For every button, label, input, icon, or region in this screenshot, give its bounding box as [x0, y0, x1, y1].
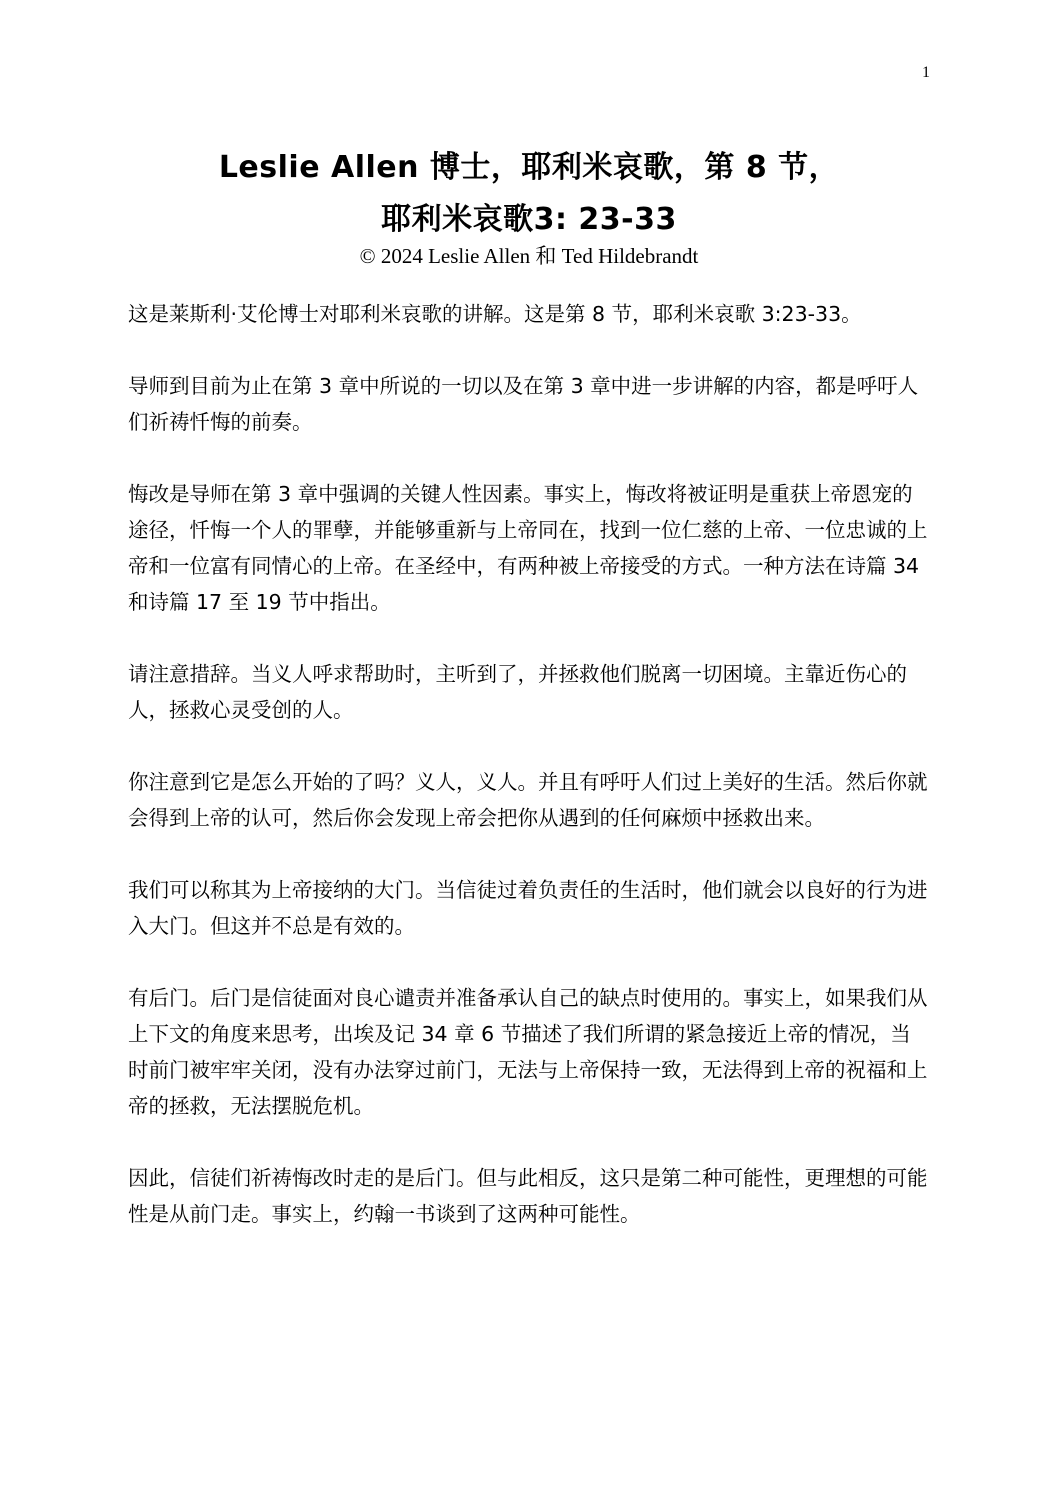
document-body	[128, 296, 928, 1268]
paragraph: 请注意措辞。当义人呼求帮助时，主听到了，并拯救他们脱离一切困境。主靠近伤心的人，拯救心灵受创的人。	[128, 662, 907, 722]
document-title	[0, 142, 1058, 246]
paragraph: 有后门。后门是信徒面对良心谴责并准备承认自己的缺点时使用的。事实上，如果我们从上下文的角度来思考，出埃及记 34 章 6 节描述了我们所谓的紧急接近上帝的情况，当时前门被牢牢关闭，没有办法穿过前门，无法与上帝保持一致，无法得到上帝的祝福和上帝的拯救，无法摆脱危机。	[128, 986, 928, 1118]
title-line-1: Leslie Allen 博士，耶利米哀歌，第 8 节，	[218, 150, 840, 185]
paragraph: 导师到目前为止在第 3 章中所说的一切以及在第 3 章中进一步讲解的内容，都是呼吁人们祈祷忏悔的前奏。	[128, 374, 919, 434]
paragraph: 我们可以称其为上帝接纳的大门。当信徒过着负责任的生活时，他们就会以良好的行为进入大门。但这并不总是有效的。	[128, 878, 928, 938]
copyright-line: © 2024 Leslie Allen 和 Ted Hildebrandt	[359, 244, 699, 268]
title-line-2: 耶利米哀歌3: 23-33	[381, 202, 677, 237]
paragraph: 这是莱斯利·艾伦博士对耶利米哀歌的讲解。这是第 8 节，耶利米哀歌 3:23-33。	[128, 302, 862, 326]
page-number: 1	[922, 64, 930, 81]
paragraph: 因此，信徒们祈祷悔改时走的是后门。但与此相反，这只是第二种可能性，更理想的可能性是从前门走。事实上，约翰一书谈到了这两种可能性。	[128, 1166, 928, 1226]
paragraph: 你注意到它是怎么开始的了吗？义人，义人。并且有呼吁人们过上美好的生活。然后你就会得到上帝的认可，然后你会发现上帝会把你从遇到的任何麻烦中拯救出来。	[128, 770, 928, 830]
paragraph: 悔改是导师在第 3 章中强调的关键人性因素。事实上，悔改将被证明是重获上帝恩宠的途径，忏悔一个人的罪孽，并能够重新与上帝同在，找到一位仁慈的上帝、一位忠诚的上帝和一位富有同情心的上帝。在圣经中，有两种被上帝接受的方式。一种方法在诗篇 34 和诗篇 17 至 19 节中指出。	[128, 482, 928, 614]
